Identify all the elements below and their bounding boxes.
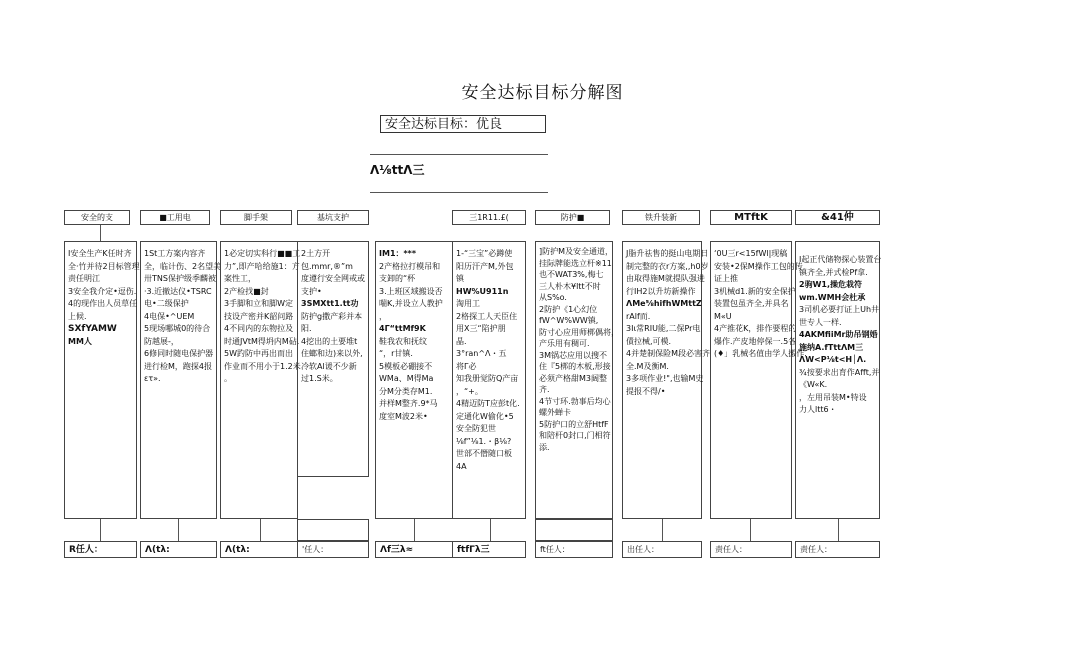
text-line: 住螂和边)来以外, xyxy=(301,349,363,358)
connector-line xyxy=(750,519,751,541)
responsible-person: 出任人： xyxy=(622,541,702,558)
text-line: 产乐用有稠可. xyxy=(539,339,590,348)
column-body xyxy=(710,241,807,519)
connector-line xyxy=(178,519,179,541)
text-line: 5W趵防中再出而出 xyxy=(224,349,293,358)
text-line: 证上推 xyxy=(714,274,738,283)
text-line: ， xyxy=(379,311,387,321)
column-header: MTftK xyxy=(710,210,792,225)
text-line: 3安全我介定•逗伤. xyxy=(68,286,137,296)
responsible-person: 责任人： xyxy=(710,541,792,558)
text-line: 5模板必硼接不 xyxy=(379,361,433,371)
text-line: 力”,即产哈给施1：方 xyxy=(224,261,300,271)
text-line: 安装•2保M操作工包的传 xyxy=(714,261,803,271)
text-line: 2防护《1心幻位 xyxy=(539,304,598,314)
text-line: 制完整的衣r方案,,h0岁 xyxy=(626,261,709,271)
text-line: J脂升祛售的挺山电期日 xyxy=(626,249,709,258)
text-line: 力人ltt6・ xyxy=(799,405,837,414)
text-line: ετ». xyxy=(144,374,161,383)
text-line: 案性工， xyxy=(224,274,256,283)
note-box xyxy=(297,519,369,541)
text-line: 1-“三宝”必蹲使 xyxy=(456,249,513,258)
text-line: 全·竹并待2目标管理 xyxy=(68,261,140,271)
text-line: 电•二级保护 xyxy=(144,299,189,308)
column-header: ■工用电 xyxy=(140,210,210,225)
column-header: 铁升装新 xyxy=(622,210,700,225)
text-line: rAlf而. xyxy=(626,311,651,321)
text-line: 4A xyxy=(456,461,467,471)
text-line: 也不WAT3%,梅七 xyxy=(539,270,604,279)
text-line: 防寸心应用师梆偶将， xyxy=(539,327,619,337)
column-text xyxy=(623,242,710,398)
text-line: 4节寸环.勃事后均心 xyxy=(539,396,611,406)
text-line: ]防护M及安全通道， xyxy=(539,247,614,256)
column-text xyxy=(453,242,525,473)
column-header: 防护■ xyxy=(535,210,610,225)
column-header: 三1R11.£( xyxy=(452,210,526,225)
text-line: 必须产格甜M3阔整 xyxy=(539,373,607,383)
text-line: 。 xyxy=(224,374,232,383)
responsible-person: 责任人： xyxy=(795,541,880,558)
text-line: 用X三“陷护朋 xyxy=(456,324,506,333)
text-line: 3M锅芯应用以搜不 xyxy=(539,350,607,360)
connector-line xyxy=(662,519,663,541)
text-line: 6修同时随电保护器 xyxy=(144,349,214,358)
text-line: ，“+。 xyxy=(456,386,483,396)
text-line: 提报不得/• xyxy=(626,386,666,396)
text-line: 由取得施M就提队强进 xyxy=(626,274,705,283)
text-line: 喘K,并设立人教护 xyxy=(379,299,443,308)
text-line: WMa、M得Ma xyxy=(379,374,434,383)
text-line: 全，临计伤、2名望美 xyxy=(144,261,222,271)
column-header: 脚手架 xyxy=(220,210,292,225)
text-line: 支护• xyxy=(301,286,322,296)
text-line: 4电保•^UEM xyxy=(144,311,195,321)
text-line: 安全防犯世 xyxy=(456,424,496,433)
text-line: 3Iι常RIU能,二保Pr电 xyxy=(626,324,701,333)
text-line: 全.M及衡M. xyxy=(626,361,669,371)
text-line: 上候. xyxy=(68,311,87,321)
text-line: 4AKMfiiMr助吊钢婚 xyxy=(799,330,878,339)
text-line: 世部不僭随口板 xyxy=(456,449,512,458)
text-line: 3.上班区域搬设否 xyxy=(379,286,443,296)
text-line: 镇齐全,并式检Pf拿. xyxy=(799,267,868,277)
text-line: ⅛f”⅛1.・β⅛? xyxy=(456,436,512,446)
responsible-person: ftfΓλ三 xyxy=(452,541,526,558)
text-line: 4产推花K，排作要程的 xyxy=(714,324,797,333)
subtitle-label: Λ⅛ttΛ三 xyxy=(370,163,425,177)
text-line: 知我册觉防Q产亩 xyxy=(456,374,519,383)
text-line: 4不同内的东物拉及 xyxy=(224,324,294,333)
text-line: 挂际牌能选立杆※11 xyxy=(539,258,612,268)
text-line: 进行检M，跑探4报 xyxy=(144,361,212,371)
connector-line xyxy=(260,519,261,541)
column-text xyxy=(796,242,882,417)
text-line: 防越展-， xyxy=(144,336,179,346)
text-line: 度室M波2米• xyxy=(379,411,428,421)
text-line: 晶. xyxy=(456,336,467,346)
text-line: 度遵行安全网戒或 xyxy=(301,274,365,283)
connector-line xyxy=(838,519,839,541)
column-body xyxy=(375,241,453,519)
connector-line xyxy=(490,519,491,541)
text-line: 世专人一样. xyxy=(799,317,842,327)
text-line: 2产格拉打模吊和 xyxy=(379,261,441,271)
text-line: 装置包虽齐全,并具名 xyxy=(714,299,789,308)
text-line: 1必定切实科行■■工 xyxy=(224,249,301,258)
responsible-person: ft任人： xyxy=(535,541,613,558)
responsible-person: '任人： xyxy=(297,541,369,558)
column-body xyxy=(452,241,526,519)
text-line: 4精迈防T应彭t化. xyxy=(456,399,520,408)
text-line: 作业而不用小于1.2米 xyxy=(224,361,301,371)
text-line: 3手脚和立和脚W定 xyxy=(224,299,293,308)
column-text xyxy=(298,242,368,386)
text-line: 阳. xyxy=(301,324,312,333)
connector-line xyxy=(100,225,101,241)
text-line: 2驹W1,操危栽符 xyxy=(799,280,862,289)
text-line: ，左用吊装M•特设 xyxy=(799,392,867,402)
text-line: 5现场哪城0的待合 xyxy=(144,324,211,333)
text-line: 三人朴木¥ltt不时 xyxy=(539,281,601,291)
text-line: 債拉械,可模. xyxy=(626,336,672,346)
text-line: 4挖出的土要堆t xyxy=(301,336,358,346)
column-text xyxy=(536,242,619,453)
responsible-person: Λ(tλ: xyxy=(140,541,217,558)
text-line: 将Γ必 xyxy=(456,361,477,371)
column-body xyxy=(795,241,880,519)
text-line: 过1.S米。 xyxy=(301,374,338,383)
column-text xyxy=(221,242,301,386)
text-line: M«U xyxy=(714,311,732,321)
column-body xyxy=(64,241,140,519)
text-line: ΛW<P⅛t<H│Λ. xyxy=(799,355,867,364)
note-box xyxy=(535,519,613,541)
text-line: ‘0U三r<15fWl|现稿 xyxy=(714,249,788,258)
connector-line xyxy=(414,519,415,541)
text-line: 5防护口的立舒HtfF xyxy=(539,419,609,429)
text-line: 和陪杆0封口,门相符 xyxy=(539,431,611,440)
connector-line xyxy=(100,519,101,541)
text-line: 支卸的“杯 xyxy=(379,274,416,283)
text-line: I起正代储物探心装置台 xyxy=(799,255,882,264)
text-line: 齐. xyxy=(539,385,550,394)
text-line: 《W«K. xyxy=(799,380,828,389)
text-line: 2土方开 xyxy=(301,249,331,258)
text-line: 添. xyxy=(539,442,550,452)
text-line: 住『5梆的木板,形接 xyxy=(539,362,611,371)
text-line: 4的现作出人员草任 xyxy=(68,299,138,308)
responsible-person: Λf三λ≈ xyxy=(375,541,453,558)
text-line: 淘用工 xyxy=(456,299,480,308)
text-line: ¾按要求出育作Afft,并 xyxy=(799,367,880,377)
column-body xyxy=(140,241,222,519)
text-line: IM1：*** xyxy=(379,249,417,258)
text-line: ΛMe⅝hifhWMttZ xyxy=(626,299,702,308)
text-line: 3°ran^Λ・五 xyxy=(456,349,507,358)
text-line: 螺外蝉卡 xyxy=(539,408,571,417)
text-line: 从S%o. xyxy=(539,293,567,302)
text-line: 技设产密并K韶问路 xyxy=(224,311,294,321)
column-header: 安全的支 xyxy=(64,210,130,225)
text-line: MM人 xyxy=(68,336,92,346)
responsible-person: Λ(tλ: xyxy=(220,541,298,558)
column-text xyxy=(376,242,452,423)
text-line: 4Γ“ttMf9K xyxy=(379,324,426,333)
text-line: SXfYAMW xyxy=(68,324,117,334)
text-line: 行IH2以升坊新操作 xyxy=(626,286,696,296)
text-line: (♦」乳械名值由学人搬作. xyxy=(714,349,807,358)
column-text xyxy=(141,242,222,386)
text-line: ·3.近撤达仪•TSRC xyxy=(144,286,212,296)
goal-box: 安全达标目标：优良 xyxy=(380,115,546,133)
text-line: 1St工方案内容齐 xyxy=(144,249,206,258)
text-line: 防护g撒产彩并本 xyxy=(301,311,363,321)
text-line: 责任明江 xyxy=(68,274,100,283)
text-line: 爆作.产皮地停保一.5各 xyxy=(714,336,797,346)
column-body xyxy=(535,241,619,519)
column-text xyxy=(65,242,140,348)
text-line: 4并楚制保险M段必害齐 xyxy=(626,349,710,358)
text-line: 包.mmr,®”m xyxy=(301,261,353,271)
text-line: 鞋我农和抚纹 xyxy=(379,336,427,346)
text-line: wm.WMH会杜承 xyxy=(799,292,866,302)
text-line: I安全生产K任时齐 xyxy=(68,249,132,258)
column-body xyxy=(220,241,301,519)
column-header: 基坑支护 xyxy=(297,210,369,225)
text-line: 时通JVtM得坍内M砧. xyxy=(224,336,300,346)
text-line: 3机械d1.新的安全保护 xyxy=(714,286,796,296)
text-line: fW^W%WW镇, xyxy=(539,316,599,325)
diagram-columns xyxy=(60,0,880,651)
diagram-title: 安全达标目标分解图 xyxy=(461,83,624,103)
text-line: 2格探工人天臣住 xyxy=(456,311,518,321)
text-line: 2产检找■封 xyxy=(224,286,269,296)
text-line: 并样M整齐.9*马 xyxy=(379,399,438,408)
text-line: 镇 xyxy=(456,274,464,283)
responsible-person: R任人： xyxy=(64,541,137,558)
text-line: 3司机必要打证上Uh井 xyxy=(799,305,880,314)
text-line: “，r甘镇. xyxy=(379,349,413,358)
column-header: &41仲 xyxy=(795,210,880,225)
column-text xyxy=(711,242,807,361)
text-line: 冷软Al谖不少新 xyxy=(301,361,357,371)
text-line: 施纳A.fTttΛM三 xyxy=(799,342,864,352)
column-body xyxy=(622,241,710,519)
text-line: 卅TNS保护级季麟被 xyxy=(144,274,216,283)
text-line: 定通化W偷化•5 xyxy=(456,411,514,421)
text-line: 阳历汗产M,外包 xyxy=(456,261,514,271)
text-line: 3SMXtt1.tt功 xyxy=(301,299,359,308)
column-body xyxy=(297,241,369,477)
text-line: 分M分类存M1. xyxy=(379,386,433,396)
text-line: HW%U911n xyxy=(456,286,509,296)
text-line: 3多项作业!",也输M史 xyxy=(626,374,704,383)
